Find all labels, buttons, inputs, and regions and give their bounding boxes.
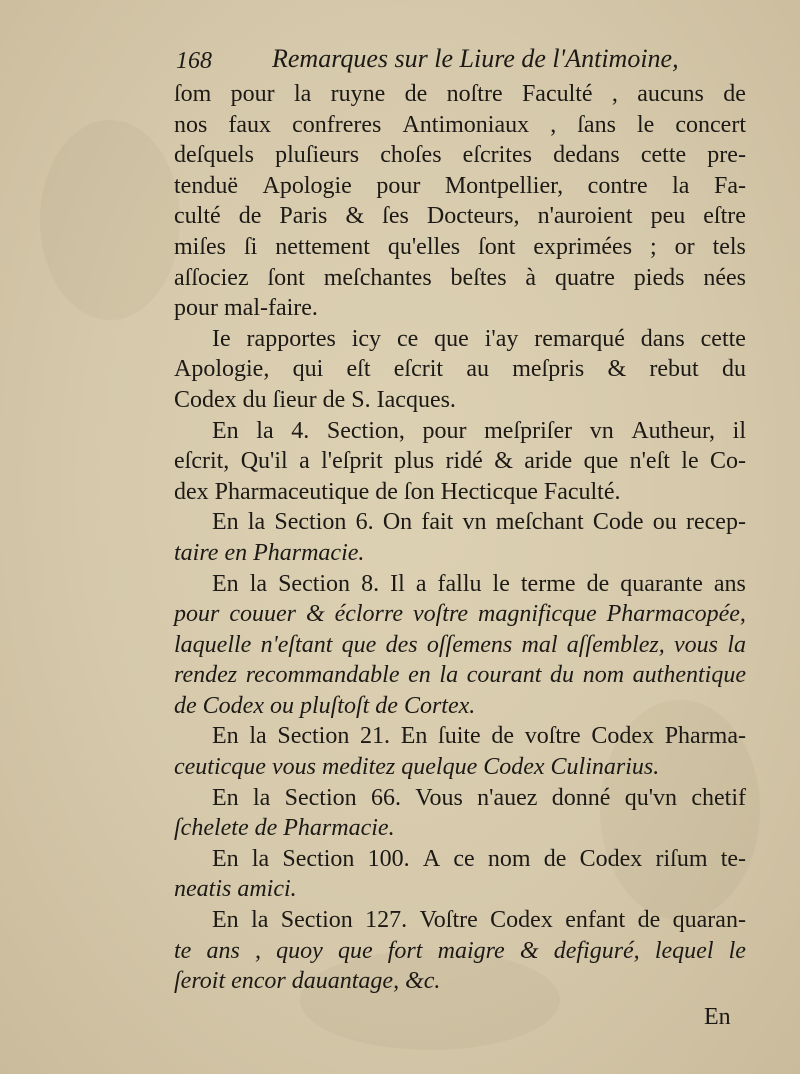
text-line: ſeroit encor dauantage, &c. bbox=[174, 968, 441, 995]
text-line: de Codex ou pluſtoſt de Cortex. bbox=[174, 692, 476, 719]
text-line: tenduë Apologie pour Montpellier, contre la Fa- bbox=[174, 172, 746, 199]
text-line: neatis amici. bbox=[174, 876, 297, 903]
text-line: rendez recommandable en la courant du nom authentique bbox=[174, 662, 746, 689]
text-line: ſchelete de Pharmacie. bbox=[174, 815, 395, 842]
text-line: Apologie, qui eſt eſcrit au meſpris & rebut du bbox=[174, 356, 746, 383]
text-line: Ie rapportes icy ce que i'ay remarqué dans cette bbox=[212, 325, 746, 352]
text-line: En la Section 6. On fait vn meſchant Code ou recep- bbox=[212, 509, 746, 536]
text-line: En la Section 21. En ſuite de voſtre Codex Pharma- bbox=[212, 723, 746, 750]
text-line: En la Section 66. Vous n'auez donné qu'vn chetif bbox=[212, 784, 746, 811]
page-header bbox=[0, 44, 800, 78]
text-line: culté de Paris & ſes Docteurs, n'auroient peu eſtre bbox=[174, 203, 746, 230]
text-line: aſſociez ſont meſchantes beſtes à quatre pieds nées bbox=[174, 264, 746, 291]
text-line: deſquels pluſieurs choſes eſcrites dedans cette pre- bbox=[174, 142, 746, 169]
catchword: En bbox=[704, 1004, 731, 1030]
text-line: te ans , quoy que fort maigre & defiguré, lequel le bbox=[174, 937, 746, 964]
paper-stain bbox=[40, 120, 180, 320]
text-line: nos faux confreres Antimoniaux , ſans le concert bbox=[174, 111, 746, 138]
text-line: laquelle n'eſtant que des oſſemens mal aſſemblez, vous la bbox=[174, 631, 746, 658]
body-text bbox=[174, 79, 746, 997]
page-number: 168 bbox=[176, 48, 212, 74]
text-line: ceuticque vous meditez quelque Codex Culinarius. bbox=[174, 754, 660, 781]
text-line: Codex du ſieur de S. Iacques. bbox=[174, 386, 456, 413]
text-line: En la Section 100. A ce nom de Codex riſum te- bbox=[212, 845, 746, 872]
text-line: pour mal-faire. bbox=[174, 295, 318, 322]
text-line: En la 4. Section, pour meſpriſer vn Autheur, il bbox=[212, 417, 746, 444]
text-line: eſcrit, Qu'il a l'eſprit plus ridé & aride que n'eſt le Co- bbox=[174, 448, 746, 475]
text-line: pour couuer & éclorre voſtre magnificque Pharmacopée, bbox=[174, 601, 746, 628]
text-line: miſes ſi nettement qu'elles ſont exprimées ; or tels bbox=[174, 233, 746, 260]
text-line: taire en Pharmacie. bbox=[174, 539, 365, 566]
text-line: ſom pour la ruyne de noſtre Faculté , aucuns de bbox=[174, 81, 746, 107]
text-line: dex Pharmaceutique de ſon Hecticque Faculté. bbox=[174, 478, 621, 505]
text-line: En la Section 8. Il a fallu le terme de quarante ans bbox=[212, 570, 746, 597]
text-line: En la Section 127. Voſtre Codex enfant de quaran- bbox=[212, 907, 746, 934]
running-title: Remarques sur le Liure de l'Antimoine, bbox=[272, 44, 679, 73]
